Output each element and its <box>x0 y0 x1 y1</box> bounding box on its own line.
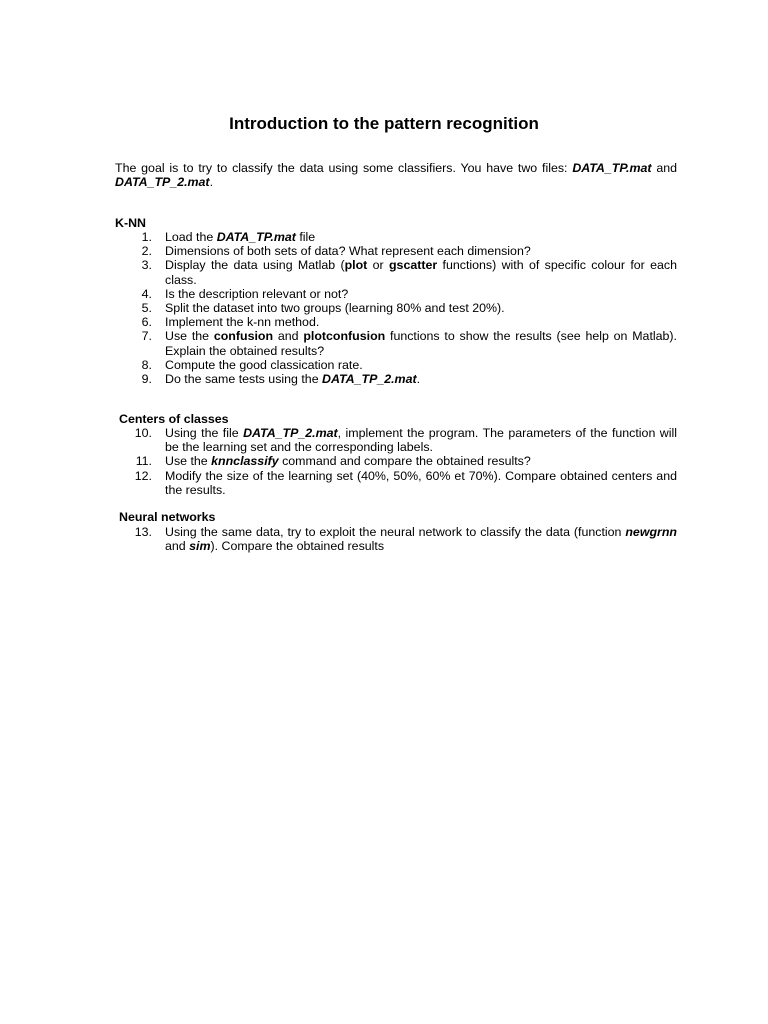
list-item <box>115 287 677 301</box>
intro-file-1: DATA_TP.mat <box>572 161 652 175</box>
item-text: file <box>295 230 316 244</box>
item-number: 8. <box>141 357 152 372</box>
list-item <box>115 454 677 468</box>
list-item <box>115 329 677 357</box>
intro-paragraph <box>115 161 677 189</box>
item-text: Use the <box>165 329 214 344</box>
item-text: Use the <box>165 454 212 469</box>
item-text: Dimensions of both sets of data? What represent each dimension? <box>165 244 531 259</box>
item-command-name: knnclassify <box>211 454 279 469</box>
list-item <box>115 258 677 286</box>
item-number: 5. <box>141 301 152 316</box>
item-number: 2. <box>141 244 152 259</box>
item-text: command and compare the obtained results? <box>278 454 531 469</box>
item-number: 10. <box>134 426 152 440</box>
item-number: 4. <box>141 286 152 301</box>
centers-list <box>115 426 677 497</box>
item-filename: DATA_TP_2.mat <box>322 372 417 387</box>
item-text: . <box>416 372 421 387</box>
section-heading-knn: K-NN <box>115 216 146 230</box>
neural-list <box>115 525 677 553</box>
item-function-name: sim <box>189 539 211 554</box>
item-number: 11. <box>135 454 152 469</box>
item-text: Display the data using Matlab ( <box>165 258 345 273</box>
item-function-name: gscatter <box>388 258 438 273</box>
item-number: 12. <box>134 468 152 483</box>
item-text: Split the dataset into two groups (learning 80% and test 20%). <box>165 301 505 316</box>
list-item <box>115 244 677 258</box>
item-number: 13. <box>134 525 152 539</box>
knn-list <box>115 230 677 386</box>
section-heading-centers: Centers of classes <box>119 412 229 426</box>
item-function-name: newgrnn <box>625 525 677 539</box>
list-item <box>115 469 677 497</box>
item-text: Modify the size of the learning set (40%, 50%, 60% et 70%). Compare obtained centers and the results. <box>165 468 677 497</box>
item-number: 7. <box>141 329 152 344</box>
intro-text: and <box>651 161 677 175</box>
item-text: and <box>165 539 190 554</box>
item-text: functions to show the results (see help on Matlab). Explain the obtained results? <box>165 329 677 358</box>
list-item <box>115 525 677 553</box>
item-text: and <box>273 329 304 344</box>
item-text: Using the same data, try to exploit the neural network to classify the data (function <box>165 525 626 539</box>
item-text: Implement the k-nn method. <box>165 315 320 330</box>
item-filename: DATA_TP.mat <box>216 230 296 244</box>
item-function-name: plot <box>344 258 368 273</box>
item-function-name: plotconfusion <box>303 329 386 344</box>
item-text: Is the description relevant or not? <box>165 286 349 301</box>
list-item <box>115 358 677 372</box>
item-text: or <box>367 258 389 273</box>
item-number: 6. <box>141 315 152 330</box>
intro-text: . <box>209 175 214 190</box>
list-item <box>115 301 677 315</box>
item-function-name: confusion <box>213 329 274 344</box>
item-text: functions) with of specific colour for each class. <box>165 258 678 287</box>
item-number: 9. <box>141 372 152 387</box>
item-text: , implement the program. The parameters of the function will be the learning set and the corresponding labels. <box>165 426 677 455</box>
item-text: Compute the good classication rate. <box>165 357 363 372</box>
item-text: Using the file <box>165 426 244 440</box>
page-title: Introduction to the pattern recognition <box>229 114 539 133</box>
item-number: 3. <box>141 258 152 273</box>
item-text: Load the <box>165 230 217 244</box>
item-number: 1. <box>141 230 152 244</box>
item-filename: DATA_TP_2.mat <box>243 426 338 440</box>
intro-file-2: DATA_TP_2.mat <box>115 175 210 190</box>
list-item <box>115 372 677 386</box>
list-item <box>115 315 677 329</box>
intro-text: The goal is to try to classify the data using some classifiers. You have two files: <box>115 161 573 175</box>
list-item <box>115 230 677 244</box>
list-item <box>115 426 677 454</box>
section-heading-neural: Neural networks <box>119 510 216 524</box>
item-text: Do the same tests using the <box>165 372 323 387</box>
item-text: ). Compare the obtained results <box>210 539 385 554</box>
